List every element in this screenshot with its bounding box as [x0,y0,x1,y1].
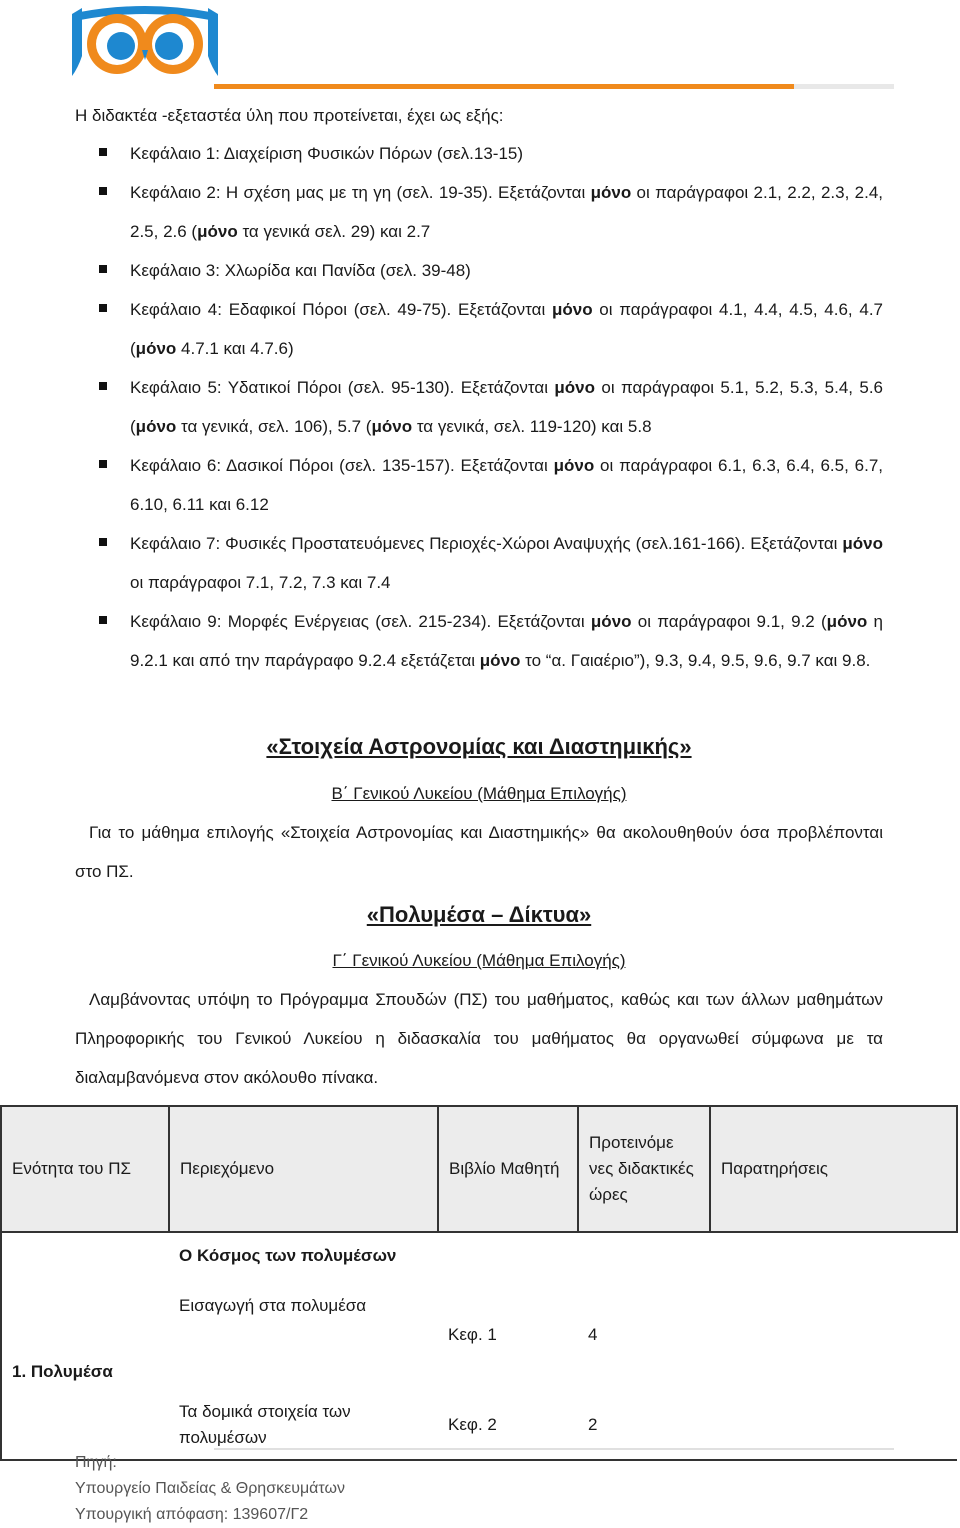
list-item: Κεφάλαιο 4: Εδαφικοί Πόροι (σελ. 49-75). Εξετάζονται μόνο οι παράγραφοι 4.1, 4.4, 4.5, 4.6, 4.7 (μόνο 4.7.1 και 4.7.6) [75,290,883,368]
square-bullet-icon [99,304,107,312]
page-footer [75,1450,345,1528]
multimedia-text: Λαμβάνοντας υπόψη το Πρόγραμμα Σπουδών (ΠΣ) του μαθήματος, καθώς και των άλλων μαθημάτων Πληροφορικής του Γενικού Λυκείου η διδασκαλία του μαθήματος θα οργανωθεί σύμφωνα με τα διαλαμβανόμενα στον ακόλουθο πίνακα. [75,990,883,1087]
col-unit-header: Ενότητα του ΠΣ [1,1106,169,1232]
hours-cell: 2 [588,1415,598,1434]
square-bullet-icon [99,538,107,546]
notes-cell [710,1279,957,1391]
owl-logo-icon [72,6,218,82]
astronomy-text: Για το μάθημα επιλογής «Στοιχεία Αστρονομίας και Διαστημικής» θα ακολουθηθούν όσα προβλέπονται στο ΠΣ. [75,823,883,881]
header-accent [214,84,794,89]
curriculum-table [0,1105,958,1461]
square-bullet-icon [99,382,107,390]
header-rule [214,84,894,89]
list-item: Κεφάλαιο 9: Μορφές Ενέργειας (σελ. 215-234). Εξετάζονται μόνο οι παράγραφοι 9.1, 9.2 (μόνο η 9.2.1 και από την παράγραφο 9.2.4 εξετάζεται μόνο το “α. Γαιαέριο”), 9.3, 9.4, 9.5, 9.6, 9.7 και 9.8. [75,602,883,680]
list-item: Κεφάλαιο 1: Διαχείριση Φυσικών Πόρων (σελ.13-15) [75,134,883,173]
table-row [1,1232,957,1279]
group-heading-cell: Ο Κόσμος των πολυμέσων [179,1246,397,1265]
multimedia-title: «Πολυμέσα – Δίκτυα» [366,902,592,927]
content-cell: Τα δομικά στοιχεία των πολυμέσων [179,1402,351,1447]
col-book-header: Βιβλίο Μαθητή [438,1106,578,1232]
ministry-name: Υπουργείο Παιδείας & Θρησκευμάτων [75,1480,345,1497]
square-bullet-icon [99,265,107,273]
square-bullet-icon [99,460,107,468]
content-cell: Εισαγωγή στα πολυμέσα [179,1296,367,1315]
book-cell: Κεφ. 2 [448,1415,497,1434]
square-bullet-icon [99,187,107,195]
table-header-row [1,1106,957,1232]
chapter-list [75,134,883,680]
decision-number: Υπουργική απόφαση: 139607/Γ2 [75,1506,309,1523]
col-notes-header: Παρατηρήσεις [710,1106,957,1232]
source-label: Πηγή: [75,1454,117,1471]
list-item: Κεφάλαιο 3: Χλωρίδα και Πανίδα (σελ. 39-48) [75,251,883,290]
list-item: Κεφάλαιο 7: Φυσικές Προστατευόμενες Περιοχές-Χώροι Αναψυχής (σελ.161-166). Εξετάζονται μόνο οι παράγραφοι 7.1, 7.2, 7.3 και 7.4 [75,524,883,602]
square-bullet-icon [99,616,107,624]
list-item: Κεφάλαιο 5: Υδατικοί Πόροι (σελ. 95-130). Εξετάζονται μόνο οι παράγραφοι 5.1, 5.2, 5.3, 5.4, 5.6 (μόνο τα γενικά, σελ. 106), 5.7 (μόνο τα γενικά, σελ. 119-120) και 5.8 [75,368,883,446]
hours-cell: 4 [588,1325,598,1344]
intro-text: Η διδακτέα -εξεταστέα ύλη που προτείνεται, έχει ως εξής: [75,106,504,125]
col-hours-header: Προτεινόμε νες διδακτικές ώρες [578,1106,710,1232]
astronomy-subtitle: Β΄ Γενικού Λυκείου (Μάθημα Επιλογής) [331,784,627,803]
unit-cell: 1. Πολυμέσα [1,1232,169,1460]
list-item: Κεφάλαιο 2: Η σχέση μας με τη γη (σελ. 19-35). Εξετάζονται μόνο οι παράγραφοι 2.1, 2.2, 2.3, 2.4, 2.5, 2.6 (μόνο τα γενικά σελ. 29) και 2.7 [75,173,883,251]
square-bullet-icon [99,148,107,156]
book-cell: Κεφ. 1 [448,1325,497,1344]
col-content-header: Περιεχόμενο [169,1106,438,1232]
multimedia-subtitle: Γ΄ Γενικού Λυκείου (Μάθημα Επιλογής) [332,951,626,970]
astronomy-title: «Στοιχεία Αστρονομίας και Διαστημικής» [266,734,692,759]
list-item: Κεφάλαιο 6: Δασικοί Πόροι (σελ. 135-157). Εξετάζονται μόνο οι παράγραφοι 6.1, 6.3, 6.4, 6.5, 6.7, 6.10, 6.11 και 6.12 [75,446,883,524]
